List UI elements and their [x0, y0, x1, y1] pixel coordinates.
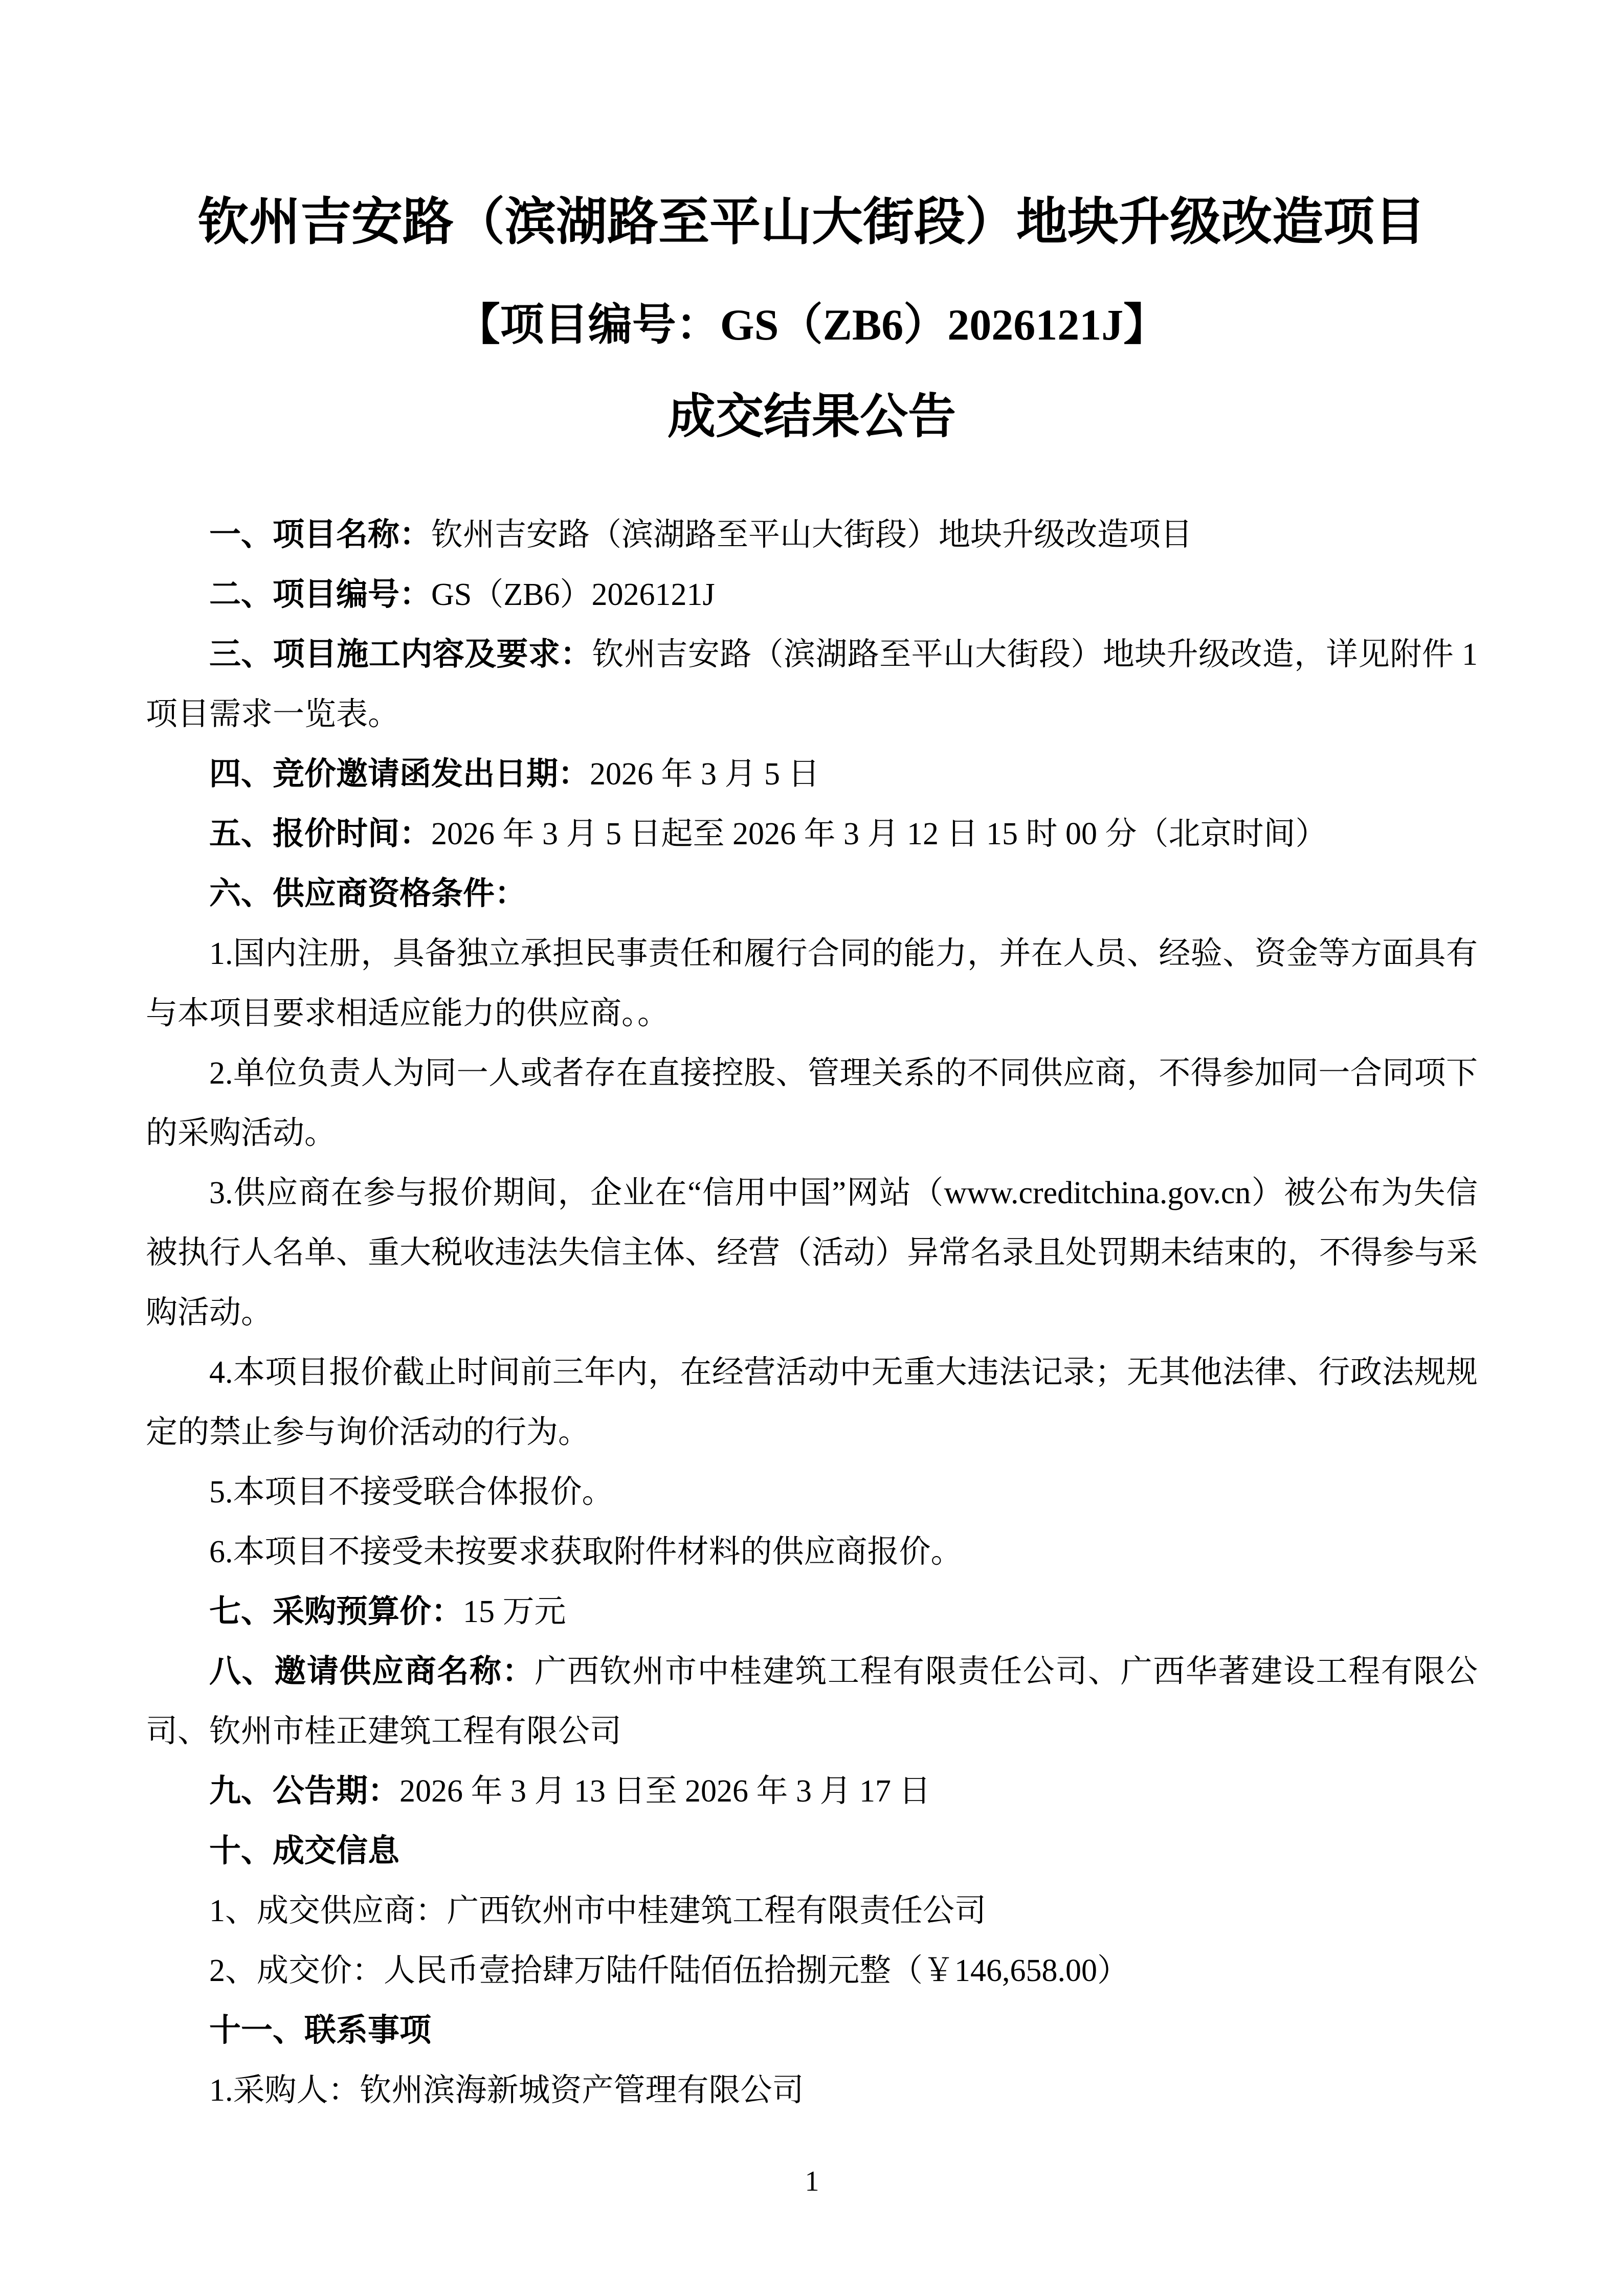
paragraph-text: 2026 年 3 月 5 日 [590, 757, 820, 792]
document-title [146, 194, 1478, 443]
paragraph-text: 2026 年 3 月 5 日起至 2026 年 3 月 12 日 15 时 00 分（北京时间） [431, 817, 1327, 851]
paragraph [146, 505, 1478, 565]
paragraph [146, 625, 1478, 745]
paragraph-text: 15 万元 [463, 1594, 566, 1629]
page-number: 1 [805, 2166, 819, 2197]
paragraph [146, 1522, 1478, 1582]
paragraph-text: 钦州吉安路（滨湖路至平山大街段）地块升级改造，详见附件 1 项目需求一览表。 [146, 637, 1478, 732]
paragraph-label: 八、邀请供应商名称： [209, 1654, 535, 1689]
document-title-line-3: 成交结果公告 [667, 390, 956, 443]
paragraph-text: 2026 年 3 月 13 日至 2026 年 3 月 17 日 [399, 1774, 931, 1809]
document-title-line-2: 【项目编号：GS（ZB6）2026121J】 [456, 300, 1168, 349]
paragraph [146, 1163, 1478, 1343]
paragraph [146, 2061, 1478, 2121]
paragraph [146, 1941, 1478, 2001]
paragraph [146, 2001, 1478, 2061]
paragraph-text: 2.单位负责人为同一人或者存在直接控股、管理关系的不同供应商，不得参加同一合同项下的采购活动。 [146, 1056, 1478, 1151]
paragraph-label: 二、项目编号： [209, 577, 432, 612]
paragraph-label: 九、公告期： [209, 1774, 400, 1809]
paragraph [146, 1642, 1478, 1762]
document-content [146, 194, 1478, 2121]
paragraph-label: 四、竞价邀请函发出日期： [209, 757, 590, 792]
paragraph-text: 广西钦州市中桂建筑工程有限责任公司、广西华著建设工程有限公司、钦州市桂正建筑工程有限公司 [146, 1654, 1478, 1749]
paragraph-label: 七、采购预算价： [209, 1594, 463, 1629]
paragraph [146, 745, 1478, 804]
paragraph-label: 一、项目名称： [209, 517, 432, 552]
paragraph-text: 3.供应商在参与报价期间，企业在“信用中国”网站（www.creditchina.gov.cn）被公布为失信被执行人名单、重大税收违法失信主体、经营（活动）异常名录且处罚期未结束的，不得参与采购活动。 [146, 1176, 1478, 1330]
paragraph-label: 三、项目施工内容及要求： [209, 637, 592, 672]
paragraph-label: 六、供应商资格条件： [209, 876, 527, 911]
paragraph [146, 804, 1478, 864]
paragraph [146, 1343, 1478, 1462]
paragraph-label: 十、成交信息 [209, 1834, 400, 1869]
paragraph [146, 1582, 1478, 1642]
paragraph-label: 五、报价时间： [209, 817, 432, 851]
document-title-line-1: 钦州吉安路（滨湖路至平山大街段）地块升级改造项目 [198, 194, 1426, 251]
document-body [146, 505, 1478, 2121]
paragraph [146, 1762, 1478, 1821]
paragraph-text: 6.本项目不接受未按要求获取附件材料的供应商报价。 [209, 1535, 963, 1569]
paragraph [146, 1881, 1478, 1941]
paragraph-text: GS（ZB6）2026121J [431, 577, 715, 612]
paragraph-text: 钦州吉安路（滨湖路至平山大街段）地块升级改造项目 [431, 517, 1193, 552]
paragraph [146, 1821, 1478, 1881]
paragraph [146, 1462, 1478, 1522]
paragraph-text: 2、成交价：人民币壹拾肆万陆仟陆佰伍拾捌元整（￥146,658.00） [209, 1953, 1129, 1988]
paragraph [146, 864, 1478, 924]
paragraph [146, 1044, 1478, 1163]
paragraph [146, 924, 1478, 1044]
paragraph-label: 十一、联系事项 [209, 2013, 432, 2048]
paragraph-text: 1.采购人：钦州滨海新城资产管理有限公司 [209, 2073, 804, 2108]
paragraph-text: 4.本项目报价截止时间前三年内，在经营活动中无重大违法记录；无其他法律、行政法规规定的禁止参与询价活动的行为。 [146, 1355, 1478, 1450]
paragraph-text: 5.本项目不接受联合体报价。 [209, 1475, 614, 1510]
paragraph-text: 1.国内注册，具备独立承担民事责任和履行合同的能力，并在人员、经验、资金等方面具有与本项目要求相适应能力的供应商。。 [146, 936, 1478, 1031]
paragraph-text: 1、成交供应商：广西钦州市中桂建筑工程有限责任公司 [209, 1894, 987, 1928]
paragraph [146, 565, 1478, 625]
